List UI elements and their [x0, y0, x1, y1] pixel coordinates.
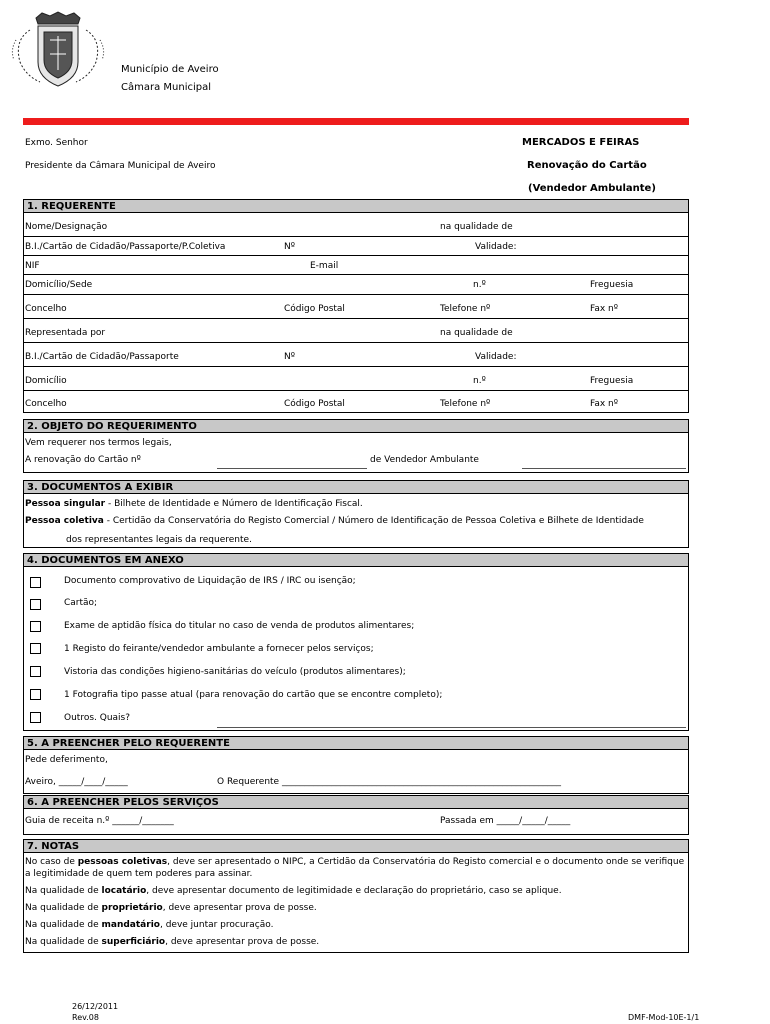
row-divider [23, 294, 689, 295]
vendedor-input[interactable] [522, 468, 686, 469]
footer-date: 26/12/2011 [72, 1002, 119, 1011]
footer-revision: Rev.08 [72, 1013, 99, 1022]
field-bi-number[interactable]: Nº [284, 242, 295, 252]
row-divider [23, 236, 689, 237]
doc-pessoa-singular [25, 499, 363, 510]
org-subname: Câmara Municipal [121, 82, 212, 93]
row-divider [23, 390, 689, 391]
pessoa-coletiva-text: - Certidão da Conservatória do Registo Comercial / Número de Identificação de Pessoa Coletiva e Bilhete de Identidade [103, 516, 644, 526]
note-bold: mandatário [101, 920, 160, 930]
objeto-line2: A renovação do Cartão nº [25, 455, 141, 465]
note-bold: superficiário [101, 937, 166, 947]
checkbox-cartao[interactable] [30, 599, 41, 610]
note-text: Na qualidade de [25, 920, 102, 930]
section-2-title: 2. OBJETO DO REQUERIMENTO [27, 421, 197, 432]
checkbox-registo[interactable] [30, 643, 41, 654]
field-concelho-2[interactable]: Concelho [25, 399, 67, 409]
anexo-item: Outros. Quais? [64, 713, 131, 723]
note-bold: locatário [101, 886, 147, 896]
checkbox-irs[interactable] [30, 577, 41, 588]
row-divider [23, 366, 689, 367]
row-divider [23, 318, 689, 319]
field-qualidade-2[interactable]: na qualidade de [440, 328, 513, 338]
field-bi-number-2[interactable]: Nº [284, 352, 295, 362]
cartao-number-input[interactable] [217, 468, 367, 469]
field-email[interactable]: E-mail [310, 261, 339, 271]
note-bold: pessoas coletivas [77, 857, 168, 867]
anexo-item: Vistoria das condições higieno-sanitárias do veículo (produtos alimentares); [64, 667, 406, 677]
note-text: Na qualidade de [25, 886, 102, 896]
addressee-line2: Presidente da Câmara Municipal de Aveiro [25, 161, 216, 171]
field-domicilio[interactable]: Domicílio [25, 376, 67, 386]
section-7-header [23, 839, 689, 853]
checkbox-fotografia[interactable] [30, 689, 41, 700]
note-text: , deve juntar procuração. [159, 920, 274, 930]
note-bold: proprietário [101, 903, 163, 913]
field-concelho[interactable]: Concelho [25, 304, 67, 314]
document-subtitle: (Vendedor Ambulante) [528, 183, 656, 194]
field-bi[interactable]: B.I./Cartão de Cidadão/Passaporte/P.Coletiva [25, 242, 226, 252]
pessoa-coletiva-label: Pessoa coletiva [25, 516, 104, 526]
section-2-header [23, 419, 689, 433]
note-text: , deve apresentar prova de posse. [165, 937, 320, 947]
checkbox-outros[interactable] [30, 712, 41, 723]
note-text: , deve apresentar documento de legitimidade e declaração do proprietário, caso se aplique. [146, 886, 562, 896]
org-name: Município de Aveiro [121, 64, 219, 75]
section-5-header [23, 736, 689, 750]
section-7-title: 7. NOTAS [27, 841, 80, 852]
field-freguesia[interactable]: Freguesia [590, 280, 634, 290]
note-text: , deve apresentar prova de posse. [162, 903, 317, 913]
section-4-title: 4. DOCUMENTOS EM ANEXO [27, 555, 184, 566]
note-proprietario [25, 902, 685, 914]
pede-deferimento: Pede deferimento, [25, 755, 108, 765]
field-validade-2[interactable]: Validade: [475, 352, 517, 362]
note-text: Na qualidade de [25, 937, 102, 947]
field-representada[interactable]: Representada por [25, 328, 106, 338]
document-title: Renovação do Cartão [527, 160, 647, 171]
doc-representantes: dos representantes legais da requerente. [66, 535, 252, 545]
note-locatario [25, 885, 685, 897]
section-5-title: 5. A PREENCHER PELO REQUERENTE [27, 738, 230, 749]
guia-receita-field[interactable]: Guia de receita n.º ______/_______ [25, 816, 174, 826]
anexo-item: 1 Fotografia tipo passe atual (para renovação do cartão que se encontre completo); [64, 690, 443, 700]
section-1-header [23, 199, 689, 213]
field-freguesia-2[interactable]: Freguesia [590, 376, 634, 386]
field-fax-2[interactable]: Fax nº [590, 399, 618, 409]
note-text: Na qualidade de [25, 903, 102, 913]
anexo-item: Documento comprovativo de Liquidação de IRS / IRC ou isenção; [64, 576, 356, 586]
row-divider [23, 342, 689, 343]
addressee-line1: Exmo. Senhor [25, 138, 88, 148]
anexo-item: Cartão; [64, 598, 98, 608]
department-title: MERCADOS E FEIRAS [522, 137, 640, 148]
anexo-item: Exame de aptidão física do titular no caso de venda de produtos alimentares; [64, 621, 415, 631]
note-text: No caso de [25, 857, 78, 867]
objeto-line1: Vem requerer nos termos legais, [25, 438, 172, 448]
field-telefone-2[interactable]: Telefone nº [440, 399, 491, 409]
row-divider [23, 274, 689, 275]
field-nif[interactable]: NIF [25, 261, 40, 271]
field-nome[interactable]: Nome/Designação [25, 222, 108, 232]
checkbox-exame[interactable] [30, 621, 41, 632]
section-3-header [23, 480, 689, 494]
section-6-title: 6. A PREENCHER PELOS SERVIÇOS [27, 797, 219, 808]
date-field[interactable]: Aveiro, _____/____/_____ [25, 777, 128, 787]
section-3-title: 3. DOCUMENTOS A EXIBIR [27, 482, 174, 493]
passada-em-field[interactable]: Passada em _____/_____/_____ [440, 816, 571, 826]
field-bi-2[interactable]: B.I./Cartão de Cidadão/Passaporte [25, 352, 179, 362]
outros-input[interactable] [217, 727, 686, 728]
field-codigo-postal-2[interactable]: Código Postal [284, 399, 345, 409]
doc-pessoa-coletiva [25, 516, 644, 527]
note-superficiario [25, 936, 685, 948]
pessoa-singular-label: Pessoa singular [25, 499, 106, 509]
footer-form-code: DMF-Mod-10E-1/1 [628, 1013, 700, 1022]
note-mandatario [25, 919, 685, 931]
pessoa-singular-text: - Bilhete de Identidade e Número de Identificação Fiscal. [105, 499, 363, 509]
anexo-item: 1 Registo do feirante/vendedor ambulante a fornecer pelos serviços; [64, 644, 374, 654]
objeto-line3: de Vendedor Ambulante [370, 455, 479, 465]
note-text: , deve ser apresentado o NIPC, a Certidão da Conservatória do Registo comercial e o documento onde se verifique a legitimidade de quem tem poderes para assinar. [25, 857, 685, 879]
field-fax[interactable]: Fax nº [590, 304, 618, 314]
field-codigo-postal[interactable]: Código Postal [284, 304, 345, 314]
field-numero[interactable]: n.º [473, 280, 486, 290]
municipal-coat-of-arms-logo [6, 10, 110, 90]
row-divider [23, 255, 689, 256]
field-validade[interactable]: Validade: [475, 242, 517, 252]
note-pessoas-coletivas [25, 856, 685, 880]
signature-field[interactable]: O Requerente ______________________________________________________________ [217, 777, 561, 787]
section-4-header [23, 553, 689, 567]
field-telefone[interactable]: Telefone nº [440, 304, 491, 314]
section-6-header [23, 795, 689, 809]
field-numero-2[interactable]: n.º [473, 376, 486, 386]
checkbox-vistoria[interactable] [30, 666, 41, 677]
field-qualidade[interactable]: na qualidade de [440, 222, 513, 232]
section-1-title: 1. REQUERENTE [27, 201, 116, 212]
red-divider-bar [23, 118, 689, 125]
field-domicilio-sede[interactable]: Domicílio/Sede [25, 280, 93, 290]
